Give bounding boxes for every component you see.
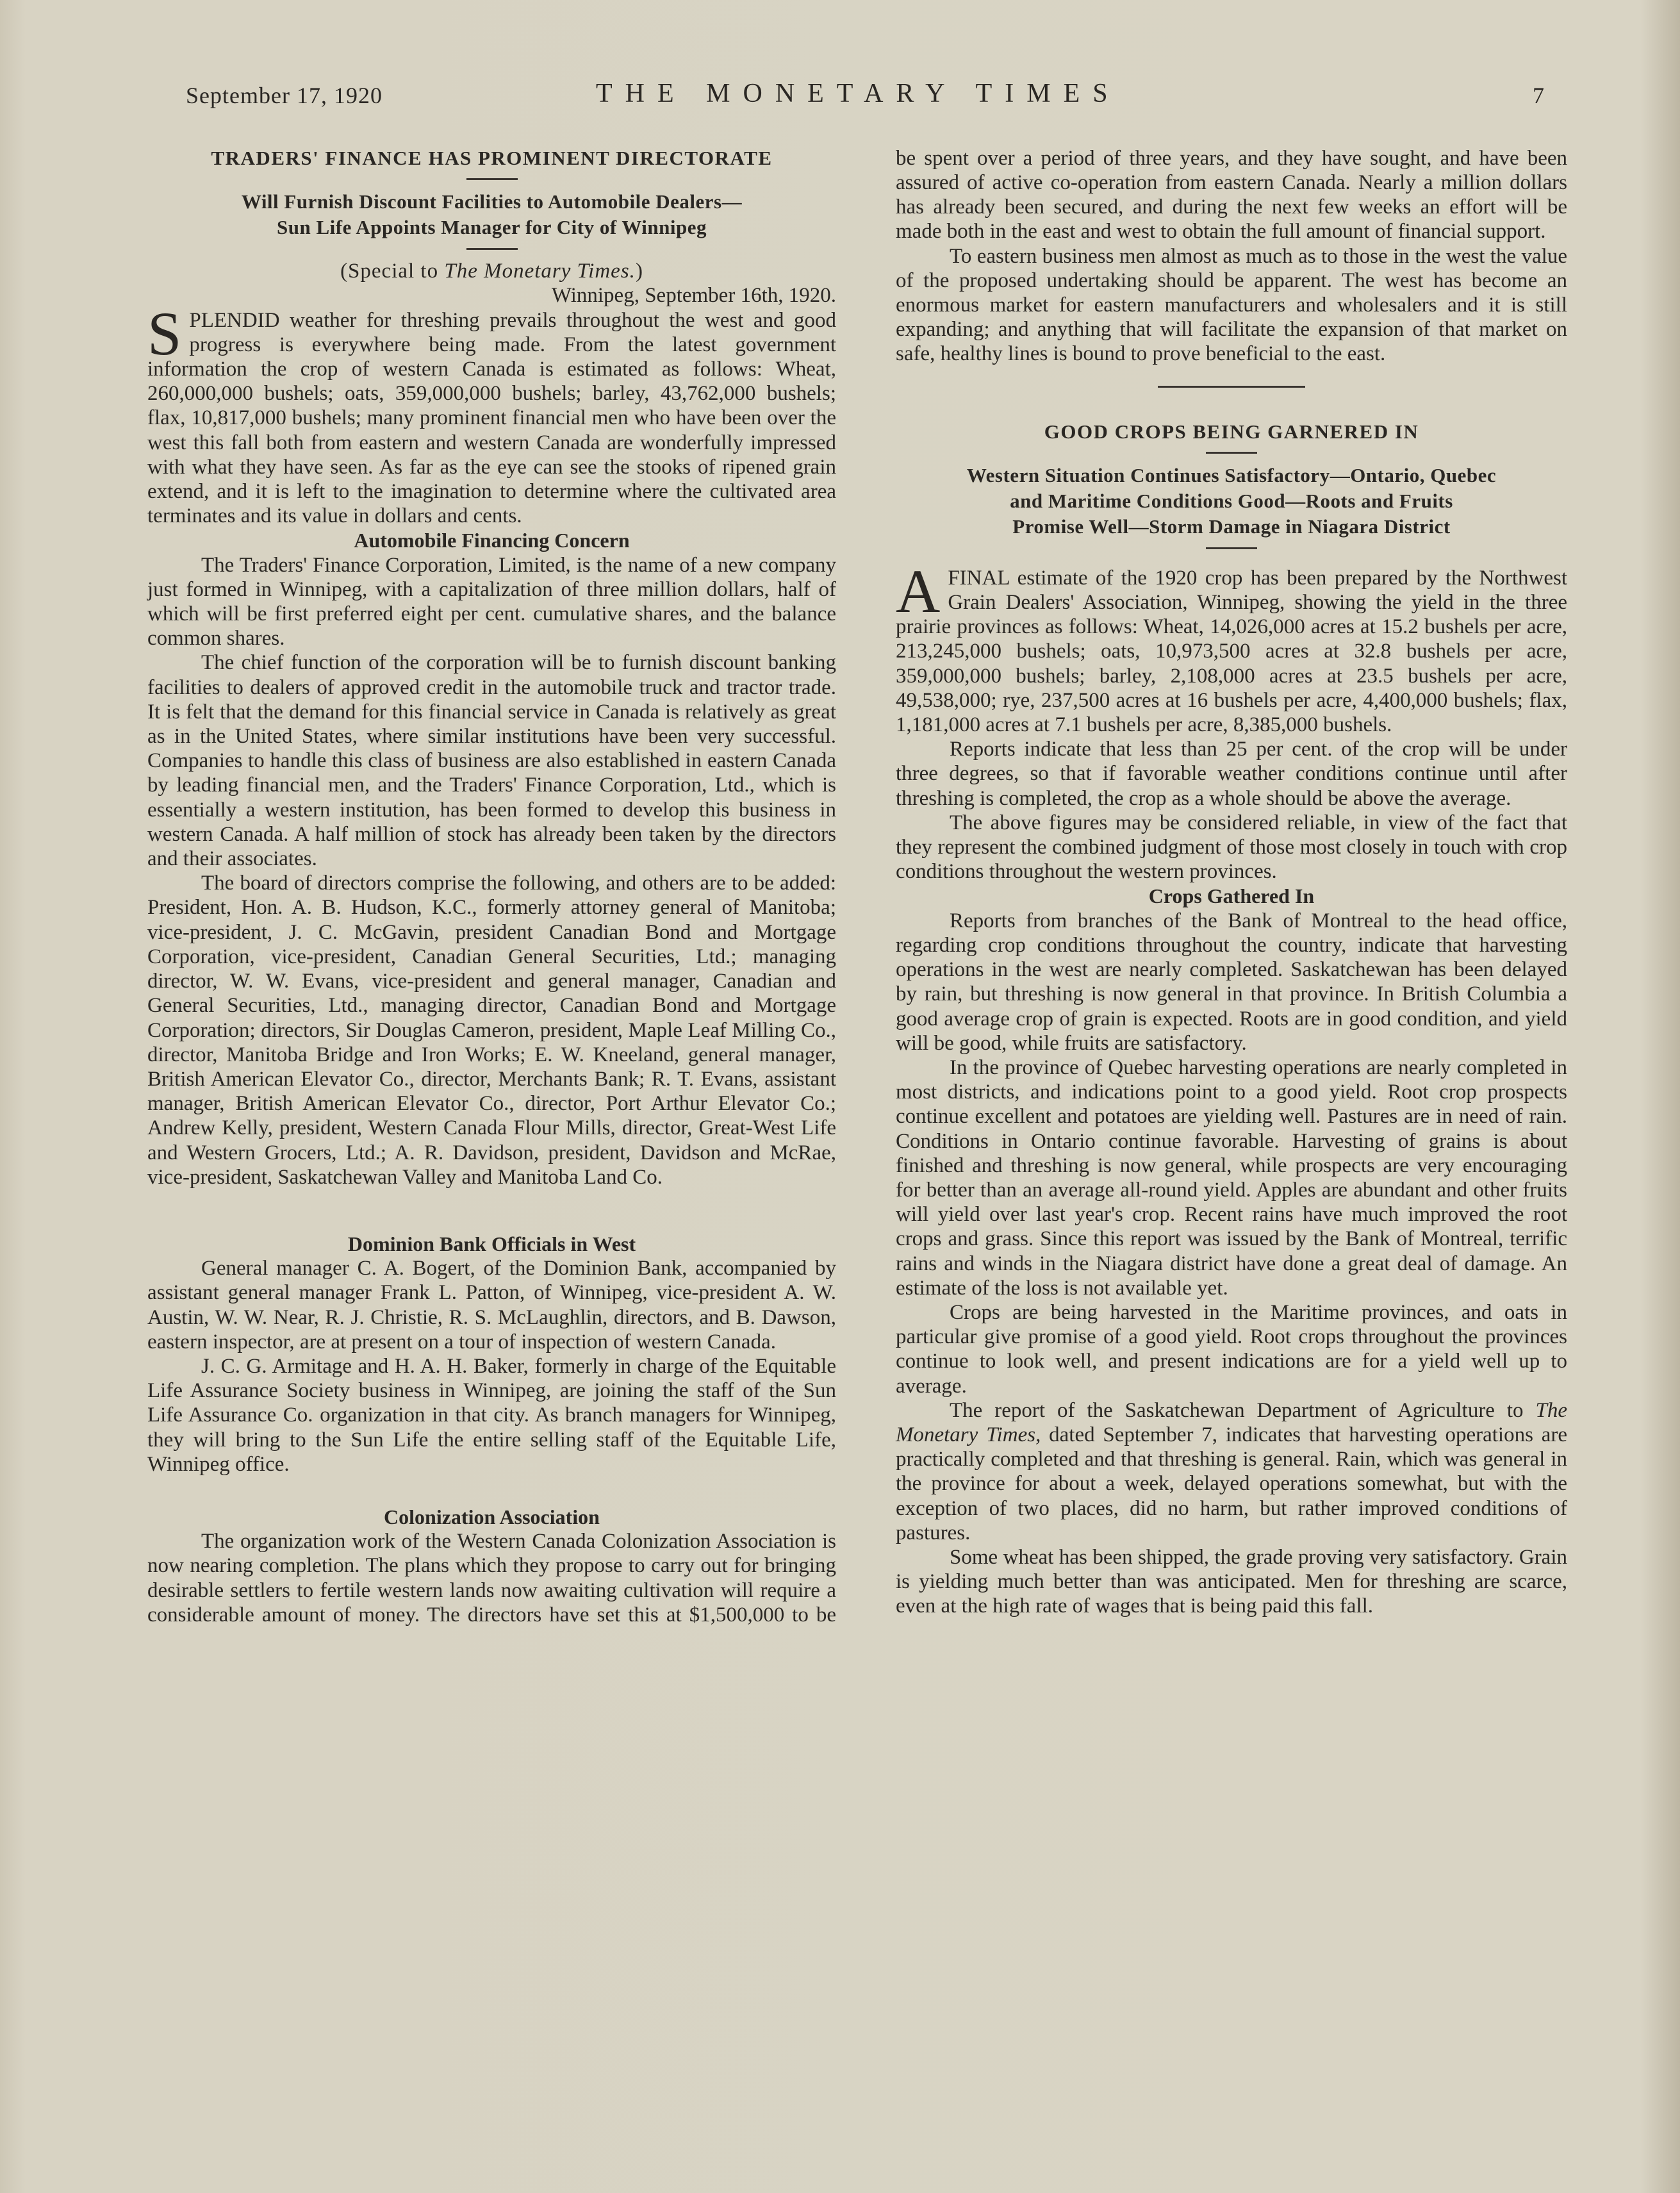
- special-suffix: ): [635, 260, 643, 283]
- article1-intro-text: PLENDID weather for threshing prevails throughout the west and good progress is everywhere being made. From the latest government information the crop of western Canada is estimated as follows: Wheat, 260,000,000 bushels; oats, 359,000,000 bushels; barley, 43,762,000 bushels; flax, 10,817,000 bushels; many prominent financial men who have been over the west this fall both from eastern and western Canada are wonderfully impressed with what they have seen. As far as the eye can see the stooks of ripened grain extend, and it is left to the imagination to determine where the cultivated area terminates and its value in dollars and cents.: [147, 308, 836, 528]
- special-publication: The Monetary Times.: [444, 260, 636, 283]
- paragraph: General manager C. A. Bogert, of the Dominion Bank, accompanied by assistant general manager Frank L. Patton, of Winnipeg, vice-president A. W. Austin, W. W. Near, R. J. Christie, R. S. McLaughlin, directors, and B. Dawson, eastern inspector, are at present on a tour of inspection of western Canada.: [147, 1257, 836, 1353]
- drop-cap: S: [147, 299, 182, 368]
- special-note: [147, 259, 836, 283]
- paragraph: Some wheat has been shipped, the grade proving very satisfactory. Grain is yielding much better than was anticipated. Men for threshing are scarce, even at the high rate of wages that is being paid this fall.: [896, 1545, 1567, 1618]
- paragraph: Reports from branches of the Bank of Montreal to the head office, regarding crop conditions throughout the country, indicate that harvesting operations in the west are nearly completed. Saskatchewan has been delayed by rain, but threshing is now general in that province. In British Columbia a good average crop of grain is expected. Roots are in good condition, and yield will be good, while fruits are satisfactory.: [896, 909, 1567, 1055]
- article1-deck-line2: Sun Life Appoints Manager for City of Winnipeg: [277, 216, 707, 239]
- headline-rule: [1206, 452, 1257, 454]
- subhead-colonization: Colonization Association: [384, 1505, 600, 1528]
- section-rule: [1158, 386, 1305, 388]
- page-header: [186, 78, 1544, 123]
- subhead-automobile-financing: Automobile Financing Concern: [354, 529, 630, 552]
- page-number: 7: [1533, 83, 1544, 108]
- subhead-dominion-bank: Dominion Bank Officials in West: [347, 1232, 636, 1255]
- left-column: [147, 146, 836, 1626]
- issue-date: September 17, 1920: [186, 83, 383, 108]
- paragraph: The above figures may be considered reliable, in view of the fact that they represent the combined judgment of those most closely in touch with crop conditions throughout the western provinces.: [896, 811, 1567, 884]
- paragraph: The board of directors comprise the following, and others are to be added: President, Hon. A. B. Hudson, K.C., formerly attorney general of Manitoba; vice-president, J. C. McGavin, president Canadian Bond and Mortgage Corporation, vice-president, Canadian General Securities, Ltd.; managing director, W. W. Evans, vice-president and general manager, Canadian and General Securities, Ltd., managing director, Canadian Bond and Mortgage Corporation; directors, Sir Douglas Cameron, president, Maple Leaf Milling Co., director, Manitoba Bridge and Iron Works; E. W. Kneeland, general manager, British American Elevator Co., director, Merchants Bank; R. T. Evans, assistant manager, British American Elevator Co., director, Port Arthur Elevator Co.; Andrew Kelly, president, Western Canada Flour Mills, director, Great-West Life and Western Grocers, Ltd.; A. R. Davidson, president, Davidson and McRae, vice-president, Saskatchewan Valley and Manitoba Land Co.: [147, 872, 836, 1189]
- article2-deck-line2: and Maritime Conditions Good—Roots and Fruits: [1010, 489, 1453, 512]
- text: The report of the Saskatchewan Department of Agriculture to: [950, 1398, 1536, 1422]
- paragraph: The organization work of the Western Canada Colonization Association is now nearing completion. The plans which they propose to carry out for bringing desirable settlers to fertile western lands now awaiting cultivation will require a considerable amount of money. The directors have set this at $1,500,000 to be: [147, 1530, 836, 1626]
- paragraph: The Traders' Finance Corporation, Limited, is the name of a new company just formed in Winnipeg, with a capitalization of three million dollars, half of which will be first preferred eight per cent. cumulative shares, and the balance common shares.: [147, 553, 836, 650]
- paragraph: Reports indicate that less than 25 per cent. of the crop will be under three degrees, so that if favorable weather conditions continue until after threshing is completed, the crop as a whole should be above the average.: [896, 738, 1567, 810]
- right-column: [896, 146, 1567, 1619]
- publication-title: THE MONETARY TIMES: [596, 79, 1121, 108]
- paragraph: In the province of Quebec harvesting operations are nearly completed in most districts, and indications point to a good yield. Root crop prospects continue excellent and potatoes are yielding well. Pastures are in need of rain. Conditions in Ontario continue favorable. Harvesting of grains is about finished and threshing is now general, while prospects are very encouraging for better than an average all-round yield. Apples are abundant and other fruits will yield over last year's crop. Recent rains have much improved the root crops and grass. Since this report was issued by the Bank of Montreal, terrific rains and winds in the Niagara district have done a great deal of damage. An estimate of the loss is not available yet.: [896, 1055, 1567, 1300]
- article2-intro-text: FINAL estimate of the 1920 crop has been prepared by the Northwest Grain Dealers' Association, Winnipeg, showing the yield in the three prairie provinces as follows: Wheat, 14,026,000 acres at 15.2 bushels per acre, 213,245,000 bushels; oats, 10,973,500 acres at 32.8 bushels per acre, 359,000,000 bushels; barley, 2,108,000 acres at 23.5 bushels per acre, 49,538,000; rye, 237,500 acres at 16 bushels per acre, 4,400,000 bushels; flax, 1,181,000 acres at 7.1 bushels per acre, 8,385,000 bushels.: [896, 566, 1567, 737]
- article2-intro: [896, 556, 1567, 737]
- paragraph: J. C. G. Armitage and H. A. H. Baker, formerly in charge of the Equitable Life Assurance Society business in Winnipeg, are joining the staff of the Sun Life Assurance Co. organization in that city. As branch managers for Winnipeg, they will bring to the Sun Life the entire selling staff of the Equitable Life, Winnipeg office.: [147, 1354, 836, 1476]
- special-prefix: (Special to: [340, 260, 445, 283]
- deck-rule: [1206, 547, 1257, 549]
- article1-intro: [147, 299, 836, 529]
- deck-rule: [466, 248, 518, 250]
- paragraph: Crops are being harvested in the Maritime provinces, and oats in particular give promise of a good yield. Root crops throughout the provinces continue to look well, and present indications are for a yield well up to average.: [896, 1300, 1567, 1398]
- text: dated September 7, indicates that harvesting operations are practically completed and that threshing is general. Rain, which was general in the province for about a week, delayed operations somewhat, but with the exception of two places, did no harm, but rather improved conditions of pastures.: [896, 1423, 1567, 1544]
- publication-reference: The Monetary Times,: [896, 1398, 1567, 1446]
- article1-deck-line1: Will Furnish Discount Facilities to Automobile Dealers—: [241, 190, 743, 213]
- drop-cap: A: [896, 556, 941, 625]
- paragraph: The chief function of the corporation will be to furnish discount banking facilities to dealers of approved credit in the automobile truck and tractor trade. It is felt that the demand for this financial service in Canada is relatively as great as in the United States, where similar institutions have been very successful. Companies to handle this class of business are also established in eastern Canada by leading financial men, and the Traders' Finance Corporation, Ltd., which is essentially a western institution, has been formed to develop this business in western Canada. A half million of stock has already been taken by the directors and their associates.: [147, 651, 836, 871]
- paragraph-saskatchewan: [896, 1398, 1567, 1545]
- article2-headline: GOOD CROPS BEING GARNERED IN: [1044, 420, 1419, 443]
- subhead-crops-gathered: Crops Gathered In: [1148, 884, 1315, 908]
- continued-text: be spent over a period of three years, and they have sought, and have been assured of active co-operation from eastern Canada. Nearly a million dollars has already been secured, and during the next few weeks an effort will be made both in the east and west to obtain the full amount of financial support.: [896, 146, 1567, 244]
- paragraph: To eastern business men almost as much as to those in the west the value of the proposed undertaking should be apparent. The west has become an enormous market for eastern manufacturers and wholesalers and it is still expanding; and anything that will facilitate the expansion of that market on safe, healthy lines is bound to prove beneficial to the east.: [896, 244, 1567, 366]
- article2-deck-line3: Promise Well—Storm Damage in Niagara District: [1012, 515, 1451, 538]
- article1-headline: TRADERS' FINANCE HAS PROMINENT DIRECTORATE: [211, 147, 773, 169]
- article2-deck-line1: Western Situation Continues Satisfactory—Ontario, Quebec: [966, 463, 1497, 486]
- headline-rule: [466, 178, 518, 180]
- paragraph-continued: [896, 146, 1567, 244]
- dateline: Winnipeg, September 16th, 1920.: [551, 284, 836, 308]
